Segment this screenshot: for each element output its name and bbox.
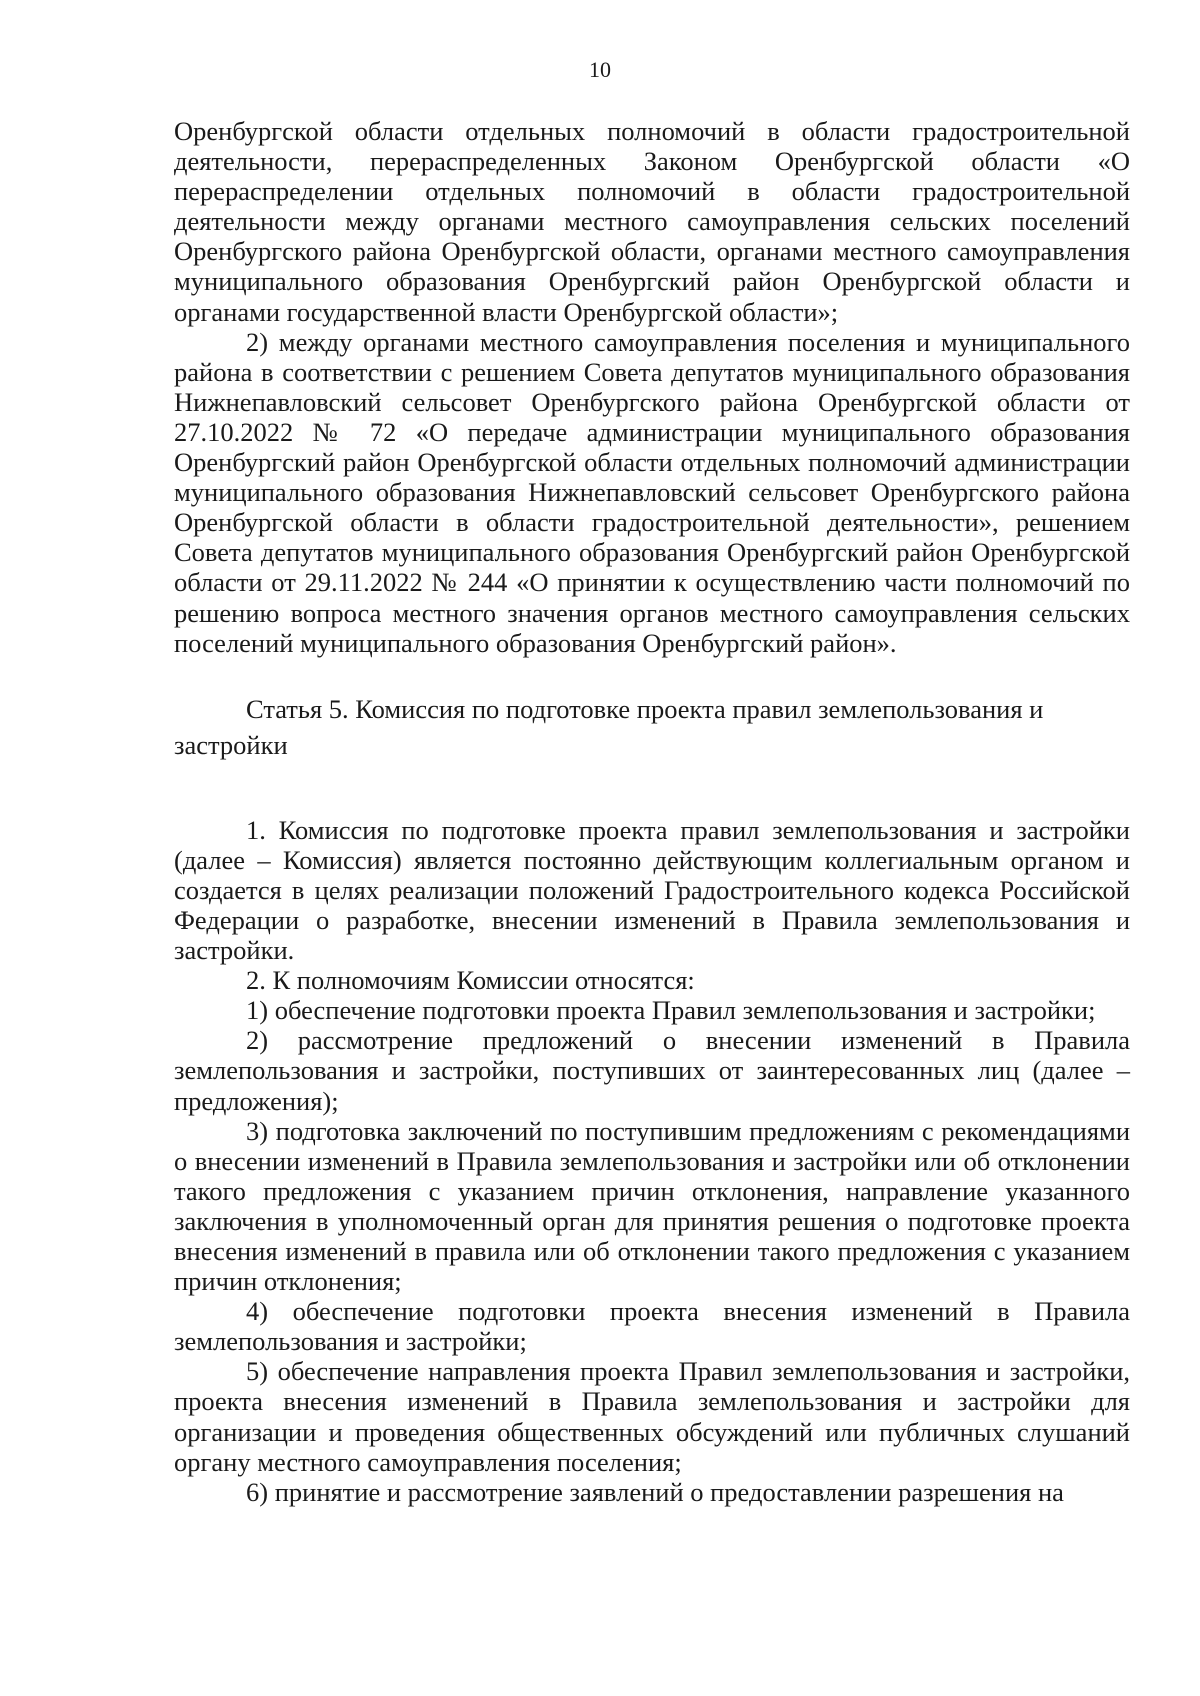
paragraph-clause-2: 2. К полномочиям Комиссии относятся:	[246, 965, 695, 996]
paragraph-clause-1: 1. Комиссия по подготовке проекта правил землепользования и застройки (далее – Комиссия) является постоянно действующим коллегиальным органом и создается в целях реализации положений Градостроительного кодекса Российской Федерации о разработке, внесении изменений в Правила землепользования и застройки.	[174, 814, 1130, 966]
list-item-6: 6) принятие и рассмотрение заявлений о предоставлении разрешения на	[246, 1476, 1064, 1507]
paragraph-continuation: Оренбургской области отдельных полномочий в области градостроительной деятельности, перераспределенных Законом Оренбургской области «О перераспределении отдельных полномочий в области градостроительной деятельности между органами местного самоуправления сельских поселений Оренбургского района Оренбургской области, органами местного самоуправления муниципального образования Оренбургский район Оренбургской области и органами государственной власти Оренбургской области»;	[174, 116, 1130, 327]
paragraph-item-2: 2) между органами местного самоуправления поселения и муниципального района в соответствии с решением Совета депутатов муниципального образования Нижнепавловский сельсовет Оренбургского района Оренбургской области от 27.10.2022 № 72 «О передаче администрации муниципального образования Оренбургский район Оренбургской области отдельных полномочий администрации муниципального образования Нижнепавловский сельсовет Оренбургского района Оренбургской области в области градостроительной деятельности», решением Совета депутатов муниципального образования Оренбургский район Оренбургской области от 29.11.2022 № 244 «О принятии к осуществлению части полномочий по решению вопроса местного значения органов местного самоуправления сельских поселений муниципального образования Оренбургский район».	[174, 326, 1130, 658]
document-body	[174, 116, 1130, 1507]
page-number: 10	[589, 57, 611, 82]
list-item-3: 3) подготовка заключений по поступившим предложениям с рекомендациями о внесении изменений в Правила землепользования и застройки или об отклонении такого предложения с указанием причин отклонения, направление указанного заключения в уполномоченный орган для принятия решения о подготовке проекта внесения изменений в правила или об отклонении такого предложения с указанием причин отклонения;	[174, 1115, 1130, 1297]
list-item-2: 2) рассмотрение предложений о внесении изменений в Правила землепользования и застройки, поступивших от заинтересованных лиц (далее – предложения);	[174, 1025, 1130, 1116]
article-heading: Статья 5. Комиссия по подготовке проекта правил землепользования и застройки	[174, 693, 1044, 760]
list-item-5: 5) обеспечение направления проекта Правил землепользования и застройки, проекта внесения изменений в Правила землепользования и застройки для организации и проведения общественных обсуждений или публичных слушаний органу местного самоуправления поселения;	[174, 1356, 1130, 1477]
list-item-4: 4) обеспечение подготовки проекта внесения изменений в Правила землепользования и застройки;	[174, 1296, 1130, 1357]
list-item-1: 1) обеспечение подготовки проекта Правил землепользования и застройки;	[246, 995, 1096, 1026]
